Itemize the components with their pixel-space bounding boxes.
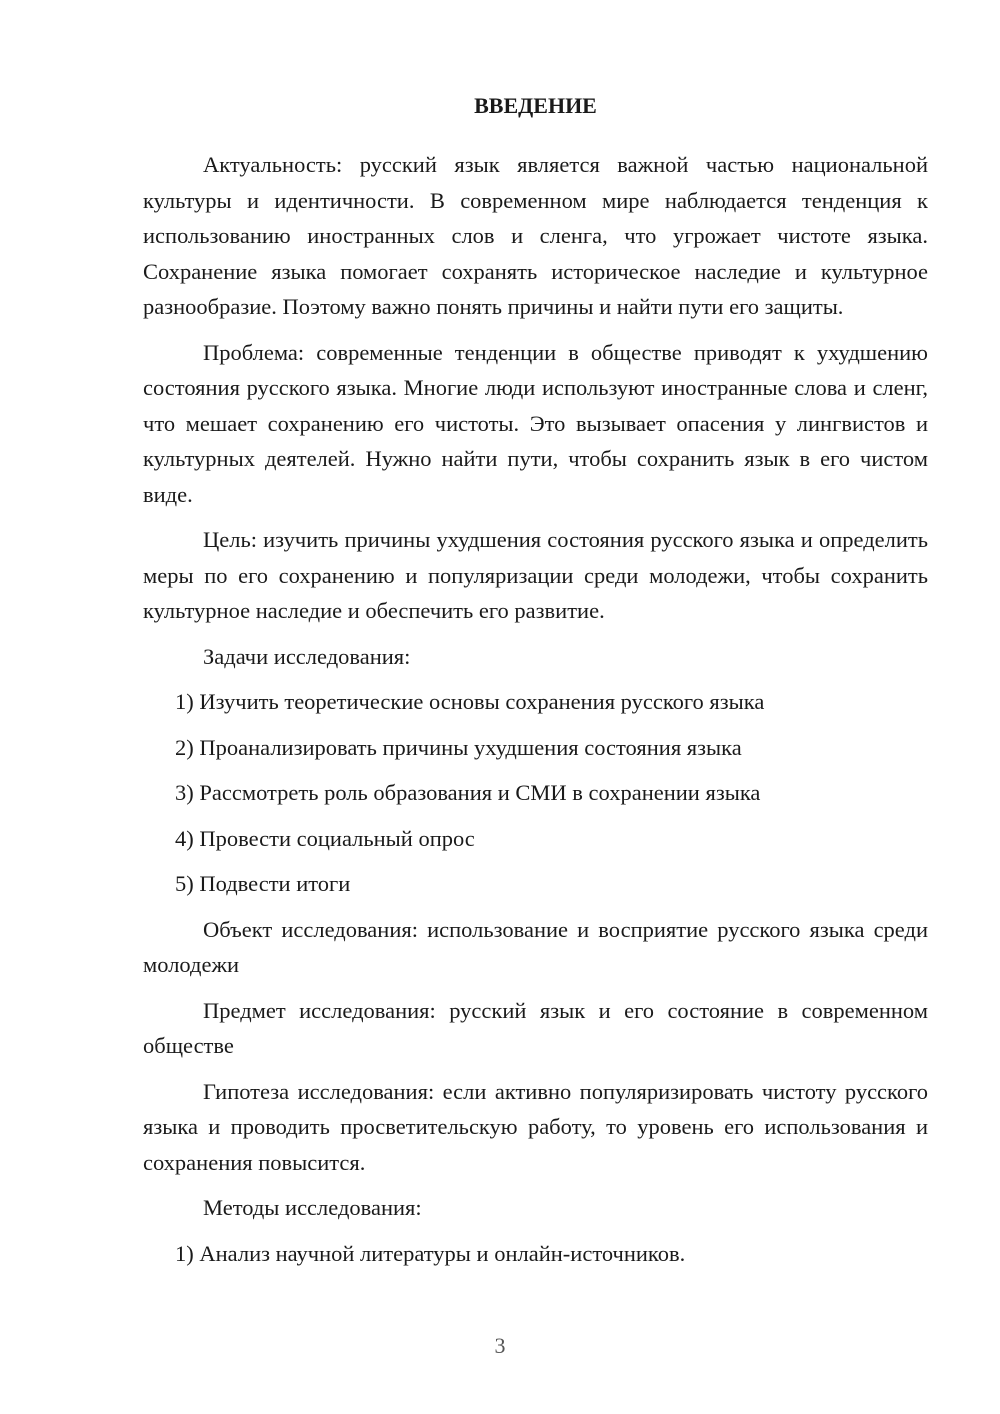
object-paragraph: Объект исследования: использование и восприятие русского языка среди молодежи: [143, 916, 928, 977]
tasks-list: [143, 684, 928, 902]
tasks-heading: Задачи исследования:: [203, 643, 411, 669]
list-item: 3) Рассмотреть роль образования и СМИ в сохранении языка: [175, 780, 761, 805]
goal-paragraph: Цель: изучить причины ухудшения состояния русского языка и определить меры по его сохранению и популяризации среди молодежи, чтобы сохранить культурное наследие и обеспечить его развитие.: [143, 527, 928, 623]
hypothesis-paragraph: Гипотеза исследования: если активно популяризировать чистоту русского языка и проводить просветительскую работу, то уровень его использования и сохранения повысится.: [143, 1078, 928, 1175]
list-item: 1) Изучить теоретические основы сохранения русского языка: [175, 689, 765, 714]
list-item: 4) Провести социальный опрос: [175, 825, 475, 851]
relevance-paragraph: Актуальность: русский язык является важной частью национальной культуры и идентичности. В современном мире наблюдается тенденция к использованию иностранных слов и сленга, что угрожает чистоте языка. Сохранение языка помогает сохранять историческое наследие и культурное разнообразие. Поэтому важно понять причины и найти пути его защиты.: [143, 152, 928, 319]
problem-paragraph: Проблема: современные тенденции в обществе приводят к ухудшению состояния русского языка. Многие люди используют иностранные слова и сленг, что мешает сохранению его чистоты. Это вызывает опасения у лингвистов и культурных деятелей. Нужно найти пути, чтобы сохранить язык в его чистом виде.: [143, 339, 928, 507]
methods-list: [143, 1236, 928, 1272]
list-item: 5) Подвести итоги: [175, 871, 351, 896]
methods-heading: Методы исследования:: [203, 1195, 422, 1220]
list-item: 2) Проанализировать причины ухудшения состояния языка: [175, 734, 742, 760]
document-page: [143, 92, 928, 1281]
subject-paragraph: Предмет исследования: русский язык и его состояние в современном обществе: [143, 997, 928, 1058]
list-item: 1) Анализ научной литературы и онлайн-источников.: [175, 1240, 686, 1266]
section-title: ВВЕДЕНИЕ: [474, 93, 597, 118]
page-number: 3: [494, 1333, 506, 1358]
